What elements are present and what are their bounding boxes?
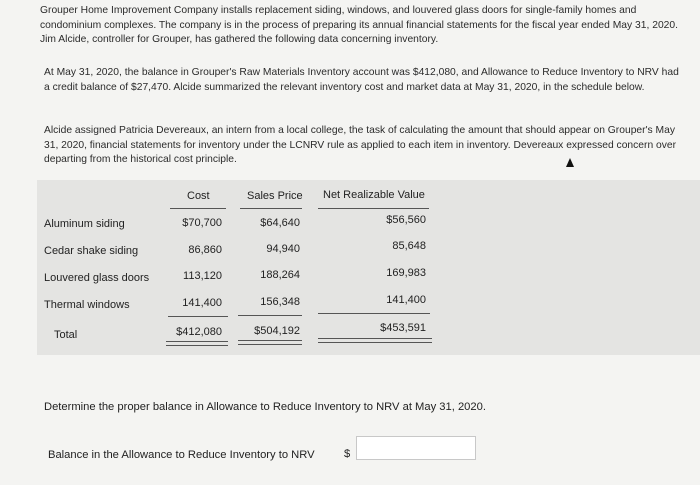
row-label-louvered-glass-doors: Louvered glass doors xyxy=(44,272,150,284)
inventory-schedule-panel xyxy=(37,180,700,355)
intro-paragraph-3: Alcide assigned Patricia Devereaux, an intern from a local college, the task of calculating the amount that should appear on Grouper's May 31, 2020, financial statements for inventory under the LCNRV rule as applied to each item in inventory. Devereaux expressed concern over departing from the historical cost principle. xyxy=(44,125,677,165)
row-label-total: Total xyxy=(54,329,78,341)
answer-label: Balance in the Allowance to Reduce Inventory to NRV xyxy=(48,449,315,461)
question-section xyxy=(0,366,700,485)
total-nrv: $453,591 xyxy=(380,322,426,334)
subtotal-line-nrv xyxy=(318,313,430,314)
intro-paragraph-2: At May 31, 2020, the balance in Grouper's Raw Materials Inventory account was $412,080, and Allowance to Reduce Inventory to NRV had a credit balance of $27,470. Alcide summarized the relevant inventory cost and market data at May 31, 2020, in the schedule below. xyxy=(44,67,679,93)
total-double-line-nrv xyxy=(318,338,432,343)
total-cost: $412,080 xyxy=(176,326,222,338)
header-cost: Cost xyxy=(187,190,210,202)
header-underline-sales xyxy=(240,208,302,209)
header-underline-nrv xyxy=(318,208,429,209)
header-underline-cost xyxy=(170,208,226,209)
subtotal-line-sales xyxy=(238,315,302,316)
subtotal-line-cost xyxy=(168,316,228,317)
row-label-thermal-windows: Thermal windows xyxy=(44,299,130,311)
cell-sales-price: 156,348 xyxy=(260,296,300,308)
cell-sales-price: 188,264 xyxy=(260,269,300,281)
cell-cost: 113,120 xyxy=(183,270,222,282)
cell-nrv: 169,983 xyxy=(386,267,426,279)
total-double-line-cost xyxy=(166,341,228,346)
cell-cost: $70,700 xyxy=(182,217,222,229)
cell-sales-price: 94,940 xyxy=(266,243,300,255)
currency-symbol: $ xyxy=(344,448,351,460)
question-text: Determine the proper balance in Allowance to Reduce Inventory to NRV at May 31, 2020. xyxy=(44,401,486,413)
cell-nrv: $56,560 xyxy=(386,214,426,226)
cell-nrv: 85,648 xyxy=(392,240,426,252)
cell-nrv: 141,400 xyxy=(386,294,426,306)
row-label-aluminum-siding: Aluminum siding xyxy=(44,218,125,230)
cell-sales-price: $64,640 xyxy=(260,217,300,229)
intro-paragraph-1: Grouper Home Improvement Company installs replacement siding, windows, and louvered glass doors for single-family homes and condominium complexes. The company is in the process of preparing its annual financial statements for the fiscal year ended May 31, 2020. Jim Alcide, controller for Grouper, has gathered the following data concerning inventory. xyxy=(40,5,678,45)
total-double-line-sales xyxy=(238,340,302,345)
cell-cost: 141,400 xyxy=(182,297,222,309)
cell-cost: 86,860 xyxy=(188,244,222,256)
header-sales-price: Sales Price xyxy=(247,190,303,202)
total-sales-price: $504,192 xyxy=(254,325,300,337)
header-nrv: Net Realizable Value xyxy=(323,189,425,201)
allowance-balance-input[interactable] xyxy=(356,436,476,460)
mouse-cursor-icon xyxy=(566,158,574,167)
row-label-cedar-shake-siding: Cedar shake siding xyxy=(44,245,139,257)
